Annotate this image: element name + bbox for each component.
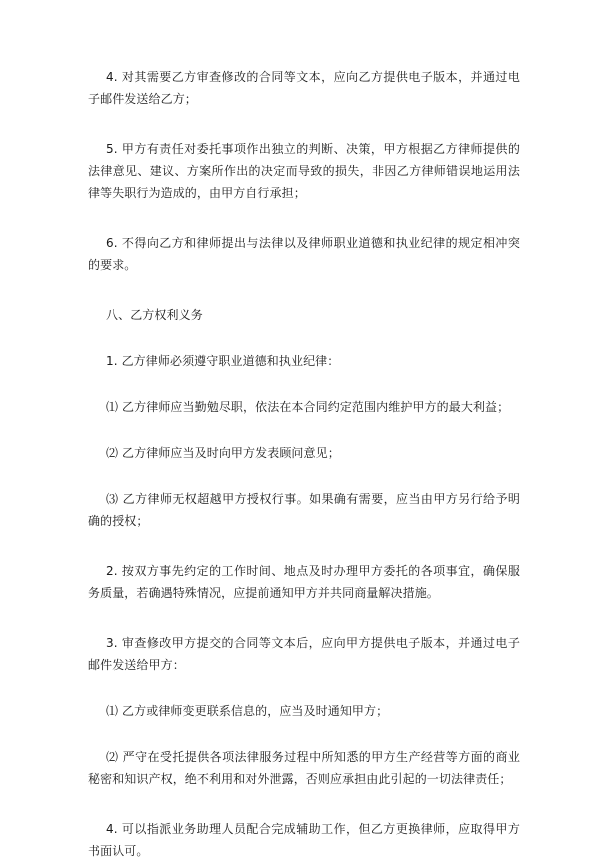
paragraph-b2: 2. 按双方事先约定的工作时间、地点及时办理甲方委托的各项事宜，确保服务质量，若确遇特殊情况，应提前通知甲方并共同商量解决措施。 [88,564,520,600]
paragraph-b3-2: ⑵ 严守在受托提供各项法律服务过程中所知悉的甲方生产经营等方面的商业秘密和知识产权，绝不利用和对外泄露，否则应承担由此引起的一切法律责任； [88,750,520,786]
paragraph-b1-1: ⑴ 乙方律师应当勤勉尽职，依法在本合同约定范围内维护甲方的最大利益； [106,400,510,414]
paragraph-b4: 4. 可以指派业务助理人员配合完成辅助工作，但乙方更换律师，应取得甲方书面认可。 [88,822,520,858]
paragraph-b1-3: ⑶ 乙方律师无权超越甲方授权行事。如果确有需要，应当由甲方另行给予明确的授权； [88,492,520,528]
paragraph-a5: 5. 甲方有责任对委托事项作出独立的判断、决策，甲方根据乙方律师提供的法律意见、建议、方案所作出的决定而导致的损失，非因乙方律师错误地运用法律等失职行为造成的，由甲方自行承担； [88,142,520,200]
paragraph-a6: 6. 不得向乙方和律师提出与法律以及律师职业道德和执业纪律的规定相冲突的要求。 [88,236,520,272]
paragraph-b1: 1. 乙方律师必须遵守职业道德和执业纪律： [106,354,340,368]
document-body [88,66,520,862]
section-heading: 八、乙方权利义务 [106,308,203,322]
paragraph-b3-1: ⑴ 乙方或律师变更联系信息的，应当及时通知甲方； [106,704,389,718]
paragraph-a4: 4. 对其需要乙方审查修改的合同等文本，应向乙方提供电子版本，并通过电子邮件发送给乙方； [88,70,520,106]
paragraph-b3: 3. 审查修改甲方提交的合同等文本后，应向甲方提供电子版本，并通过电子邮件发送给甲方： [88,636,520,672]
paragraph-b1-2: ⑵ 乙方律师应当及时向甲方发表顾问意见； [106,446,340,460]
